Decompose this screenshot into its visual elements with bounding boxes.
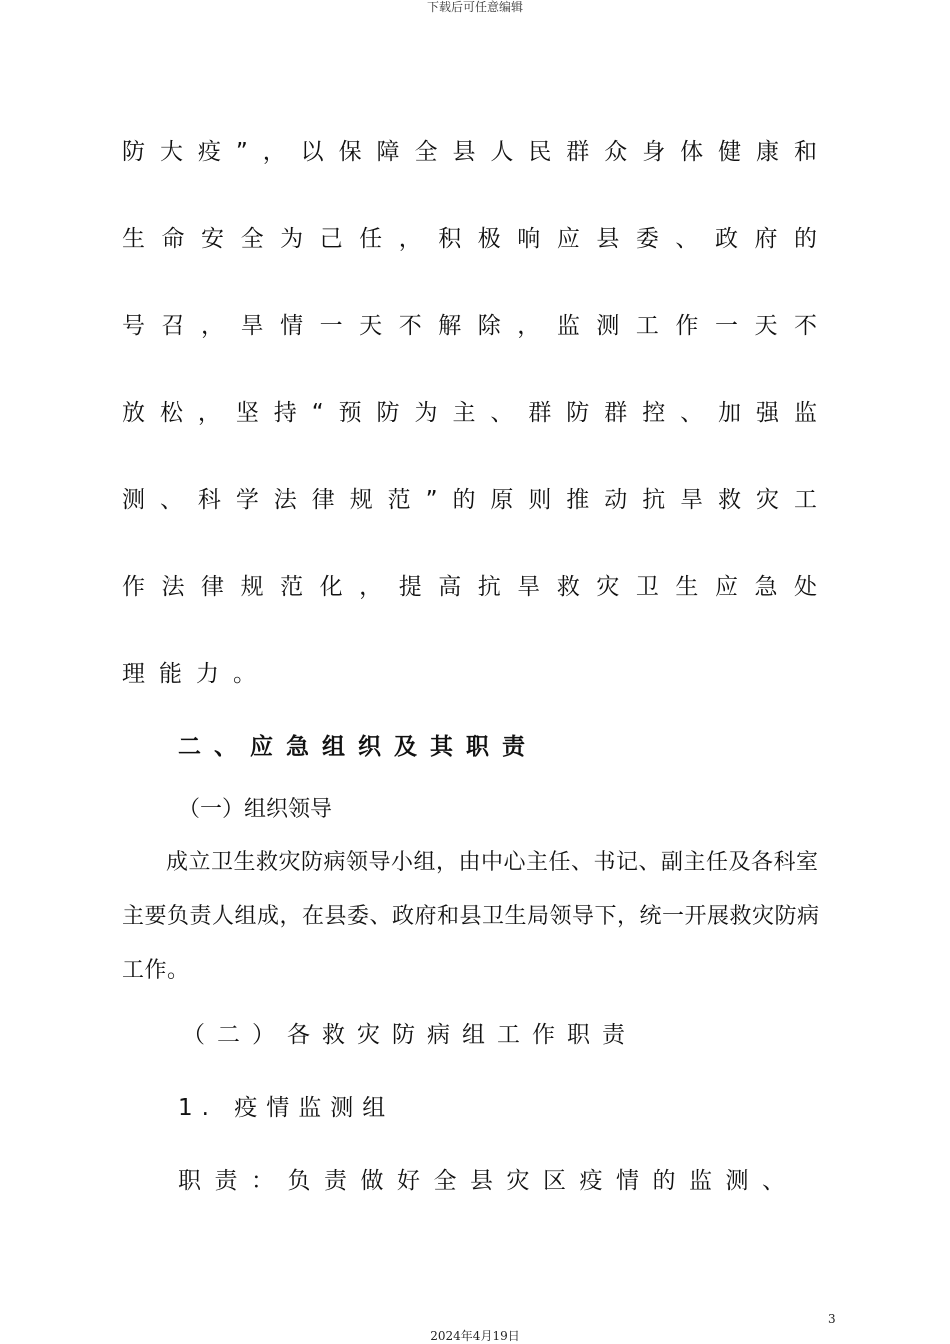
body-line-3: 号​召​，​旱​情​一​天​不​解​除​，​监​测​工​作​一​天​不 — [122, 313, 818, 339]
body-line-2: 生​命​安​全​为​己​任​，​积​极​响​应​县​委​、​政​府​的 — [122, 226, 818, 252]
body-line-5: 测​、​科​学​法​律​规​范​”​的​原​则​推​动​抗​旱​救​灾​工 — [122, 487, 817, 513]
item-epidemic-monitoring: 1. 疫情监测组 — [178, 1095, 395, 1121]
section-heading: 二、应急组织及其职责 — [178, 734, 538, 760]
body-line-6: 作​法​律​规​范​化​，​提​高​抗​旱​救​灾​卫​生​应​急​处 — [122, 574, 818, 600]
body-line-7: 理能力。 — [122, 661, 270, 687]
paragraph-organization: 成立卫生救灾防病领导小组，由中心主任、书记、副主任及各科室主要负责人组成，在县委、政府和县卫生局领导下，统一开展救灾防病工作。 — [122, 850, 820, 983]
page-header: 下载后可任意编辑 — [426, 0, 523, 14]
subsection-organization: （一）组织领导 — [178, 797, 333, 822]
duty-line: 职责：负责做好全县灾区疫情的监测、 — [178, 1168, 799, 1194]
page-footer-date: 2024年4月19日 — [430, 1329, 520, 1343]
subsection-duties: （二）各救灾防病组工作职责 — [182, 1022, 637, 1048]
page-number: 3 — [828, 1312, 836, 1326]
body-line-4: 放​松​，​坚​持​“​预​防​为​主​、​群​防​群​控​、​加​强​监 — [122, 400, 817, 426]
body-line-1: 防​大​疫​”​，​以​保​障​全​县​人​民​群​众​身​体​健​康​和 — [122, 139, 817, 165]
